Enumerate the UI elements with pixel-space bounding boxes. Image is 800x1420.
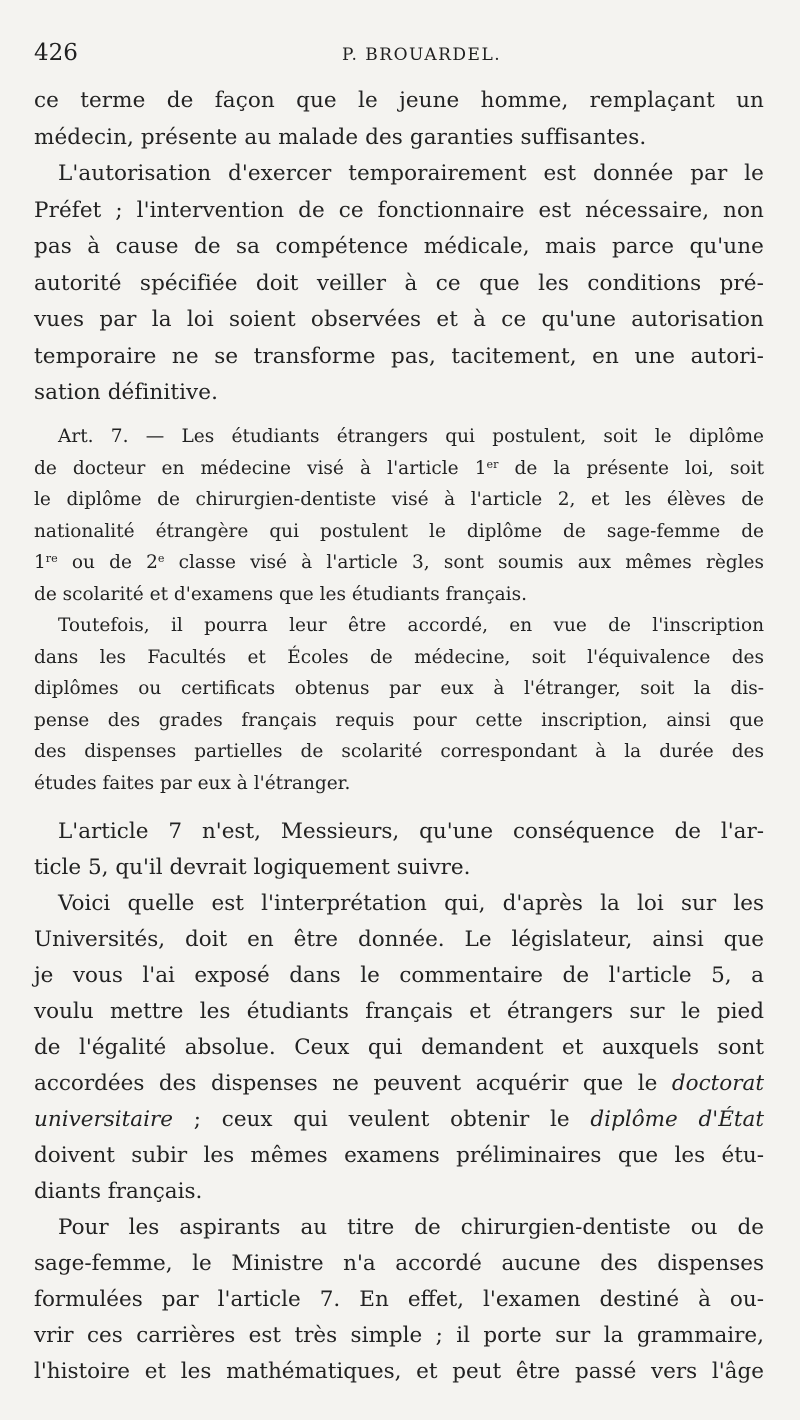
text-line: pense des grades français requis pour cette inscription, ainsi que [34,709,764,731]
text-line: accordées des dispenses ne peuvent acquérir que le doctorat [34,1071,764,1096]
text-line: de l'égalité absolue. Ceux qui demandent et auxquels sont [34,1035,764,1060]
text-line: diants français. [34,1179,203,1204]
page-header [34,40,766,70]
article-7-quote [34,421,764,799]
text-line: études faites par eux à l'étranger. [34,772,351,794]
text-line: ticle 5, qu'il devrait logiquement suivre. [34,855,471,880]
text-line: temporaire ne se transforme pas, tacitement, en une autori- [34,343,764,369]
text-line: l'histoire et les mathématiques, et peut être passé vers l'âge [34,1359,764,1384]
text-line: vrir ces carrières est très simple ; il porte sur la grammaire, [34,1323,764,1348]
text-line: dans les Facultés et Écoles de médecine, soit l'équivalence des [34,646,764,668]
text-line: universitaire ; ceux qui veulent obtenir le diplôme d'État [34,1107,765,1132]
text-line: 1re ou de 2e classe visé à l'article 3, sont soumis aux mêmes règles [34,551,764,573]
text-line: sage-femme, le Ministre n'a accordé aucune des dispenses [34,1251,764,1276]
page-number: 426 [34,40,78,66]
text-line: Préfet ; l'intervention de ce fonctionnaire est nécessaire, non [34,197,764,223]
text-line: de docteur en médecine visé à l'article 1er de la présente loi, soit [34,457,765,479]
text-line: diplômes ou certificats obtenus par eux à l'étranger, soit la dis- [34,678,764,699]
text-line: vues par la loi soient observées et à ce qu'une autorisation [34,307,764,332]
text-line: sation définitive. [34,380,219,405]
text-line: le diplôme de chirurgien-dentiste visé à l'article 2, et les élèves de [34,489,764,510]
running-head: P. BROUARDEL. [342,45,502,65]
text-line: je vous l'ai exposé dans le commentaire de l'article 5, a [34,963,764,988]
text-line: L'autorisation d'exercer temporairement est donnée par le [58,161,764,186]
paragraph-intro [34,83,764,412]
text-line: nationalité étrangère qui postulent le diplôme de sage-femme de [34,520,764,542]
text-line: Universités, doit en être donnée. Le législateur, ainsi que [34,927,764,952]
text-line: ce terme de façon que le jeune homme, remplaçant un [34,88,764,113]
text-line: des dispenses partielles de scolarité correspondant à la durée des [34,741,764,762]
text-line: de scolarité et d'examens que les étudiants français. [34,583,527,605]
text-line: formulées par l'article 7. En effet, l'examen destiné à ou- [34,1287,764,1312]
text-line: voulu mettre les étudiants français et étrangers sur le pied [34,999,764,1024]
text-line: Toutefois, il pourra leur être accordé, en vue de l'inscription [58,615,764,636]
text-line: Art. 7. — Les étudiants étrangers qui postulent, soit le diplôme [58,426,764,447]
text-line: Voici quelle est l'interprétation qui, d'après la loi sur les [58,891,764,916]
text-line: Pour les aspirants au titre de chirurgien-dentiste ou de [58,1215,764,1240]
text-line: médecin, présente au malade des garanties suffisantes. [34,124,647,150]
text-line: autorité spécifiée doit veiller à ce que les conditions pré- [34,270,764,296]
text-line: doivent subir les mêmes examens préliminaires que les étu- [34,1143,764,1168]
text-line: L'article 7 n'est, Messieurs, qu'une conséquence de l'ar- [58,819,764,844]
text-line: pas à cause de sa compétence médicale, mais parce qu'une [34,234,764,259]
commentary-text [34,814,764,1390]
